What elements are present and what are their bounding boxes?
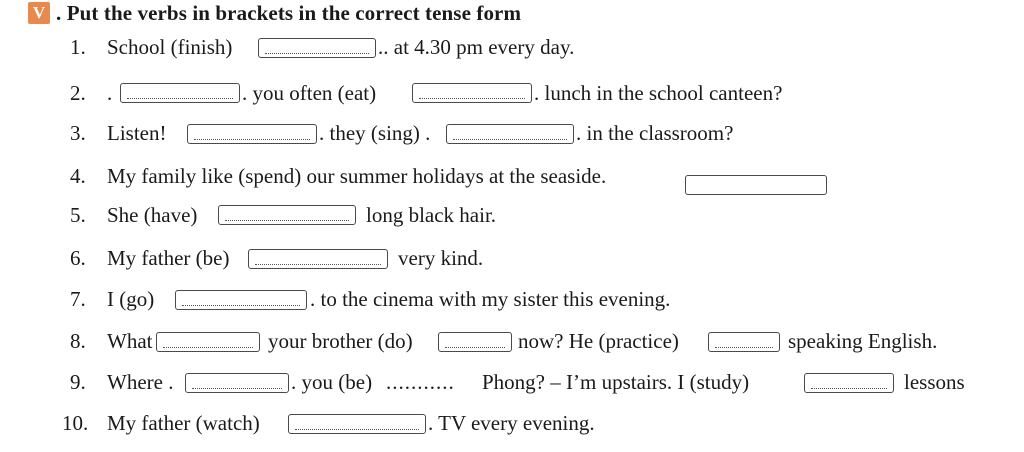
item-number: 4.	[70, 164, 86, 188]
item-text: My father (be)	[107, 246, 230, 270]
item-text: your brother (do)	[268, 329, 413, 353]
blank-dots: ...........	[386, 370, 455, 394]
exercise-number-badge: V	[28, 2, 50, 24]
item-text: now? He (practice)	[518, 329, 679, 353]
answer-box[interactable]	[120, 83, 240, 103]
item-text: Phong? – I’m upstairs. I (study)	[482, 370, 750, 394]
item-text: I (go)	[107, 287, 155, 311]
answer-box[interactable]	[412, 83, 532, 103]
item-text: Listen!	[107, 121, 167, 145]
item-text: My family like (spend) our summer holidays at the seaside.	[107, 164, 607, 188]
item-text: . in the classroom?	[576, 121, 734, 145]
exercise-title: . Put the verbs in brackets in the correct tense form	[56, 0, 522, 25]
item-text: School (finish)	[107, 35, 233, 59]
item-number: 6.	[70, 246, 86, 270]
answer-box[interactable]	[156, 332, 260, 352]
item-number: 8.	[70, 329, 86, 353]
item-text: speaking English.	[788, 329, 938, 353]
item-text: long black hair.	[366, 203, 497, 227]
answer-box[interactable]	[218, 205, 356, 225]
item-text: very kind.	[398, 246, 484, 270]
item-number: 3.	[70, 121, 86, 145]
item-text: .	[107, 81, 113, 105]
answer-box[interactable]	[248, 249, 388, 269]
item-number: 1.	[70, 35, 86, 59]
item-number: 5.	[70, 203, 86, 227]
item-number: 7.	[70, 287, 86, 311]
item-text: lessons	[904, 370, 965, 394]
answer-box[interactable]	[185, 373, 289, 393]
answer-box[interactable]	[446, 124, 574, 144]
item-text: . you (be)	[291, 370, 373, 394]
answer-box[interactable]	[804, 373, 894, 393]
item-number: 2.	[70, 81, 86, 105]
answer-box[interactable]	[708, 332, 780, 352]
answer-box[interactable]	[175, 290, 307, 310]
answer-box[interactable]	[685, 175, 827, 195]
answer-box[interactable]	[258, 38, 376, 58]
item-number: 10.	[62, 411, 89, 435]
item-text: . you often (eat)	[242, 81, 377, 105]
answer-box[interactable]	[288, 414, 426, 434]
item-text: .. at 4.30 pm every day.	[378, 35, 575, 59]
item-text: . to the cinema with my sister this evening.	[310, 287, 671, 311]
item-text: . lunch in the school canteen?	[534, 81, 783, 105]
item-number: 9.	[70, 370, 86, 394]
item-text: My father (watch)	[107, 411, 260, 435]
item-text: Where .	[107, 370, 174, 394]
item-text: What	[107, 329, 153, 353]
answer-box[interactable]	[438, 332, 512, 352]
item-text: . they (sing) .	[319, 121, 431, 145]
item-text: . TV every evening.	[428, 411, 595, 435]
item-text: She (have)	[107, 203, 198, 227]
exercise-header	[28, 0, 521, 26]
answer-box[interactable]	[187, 124, 317, 144]
